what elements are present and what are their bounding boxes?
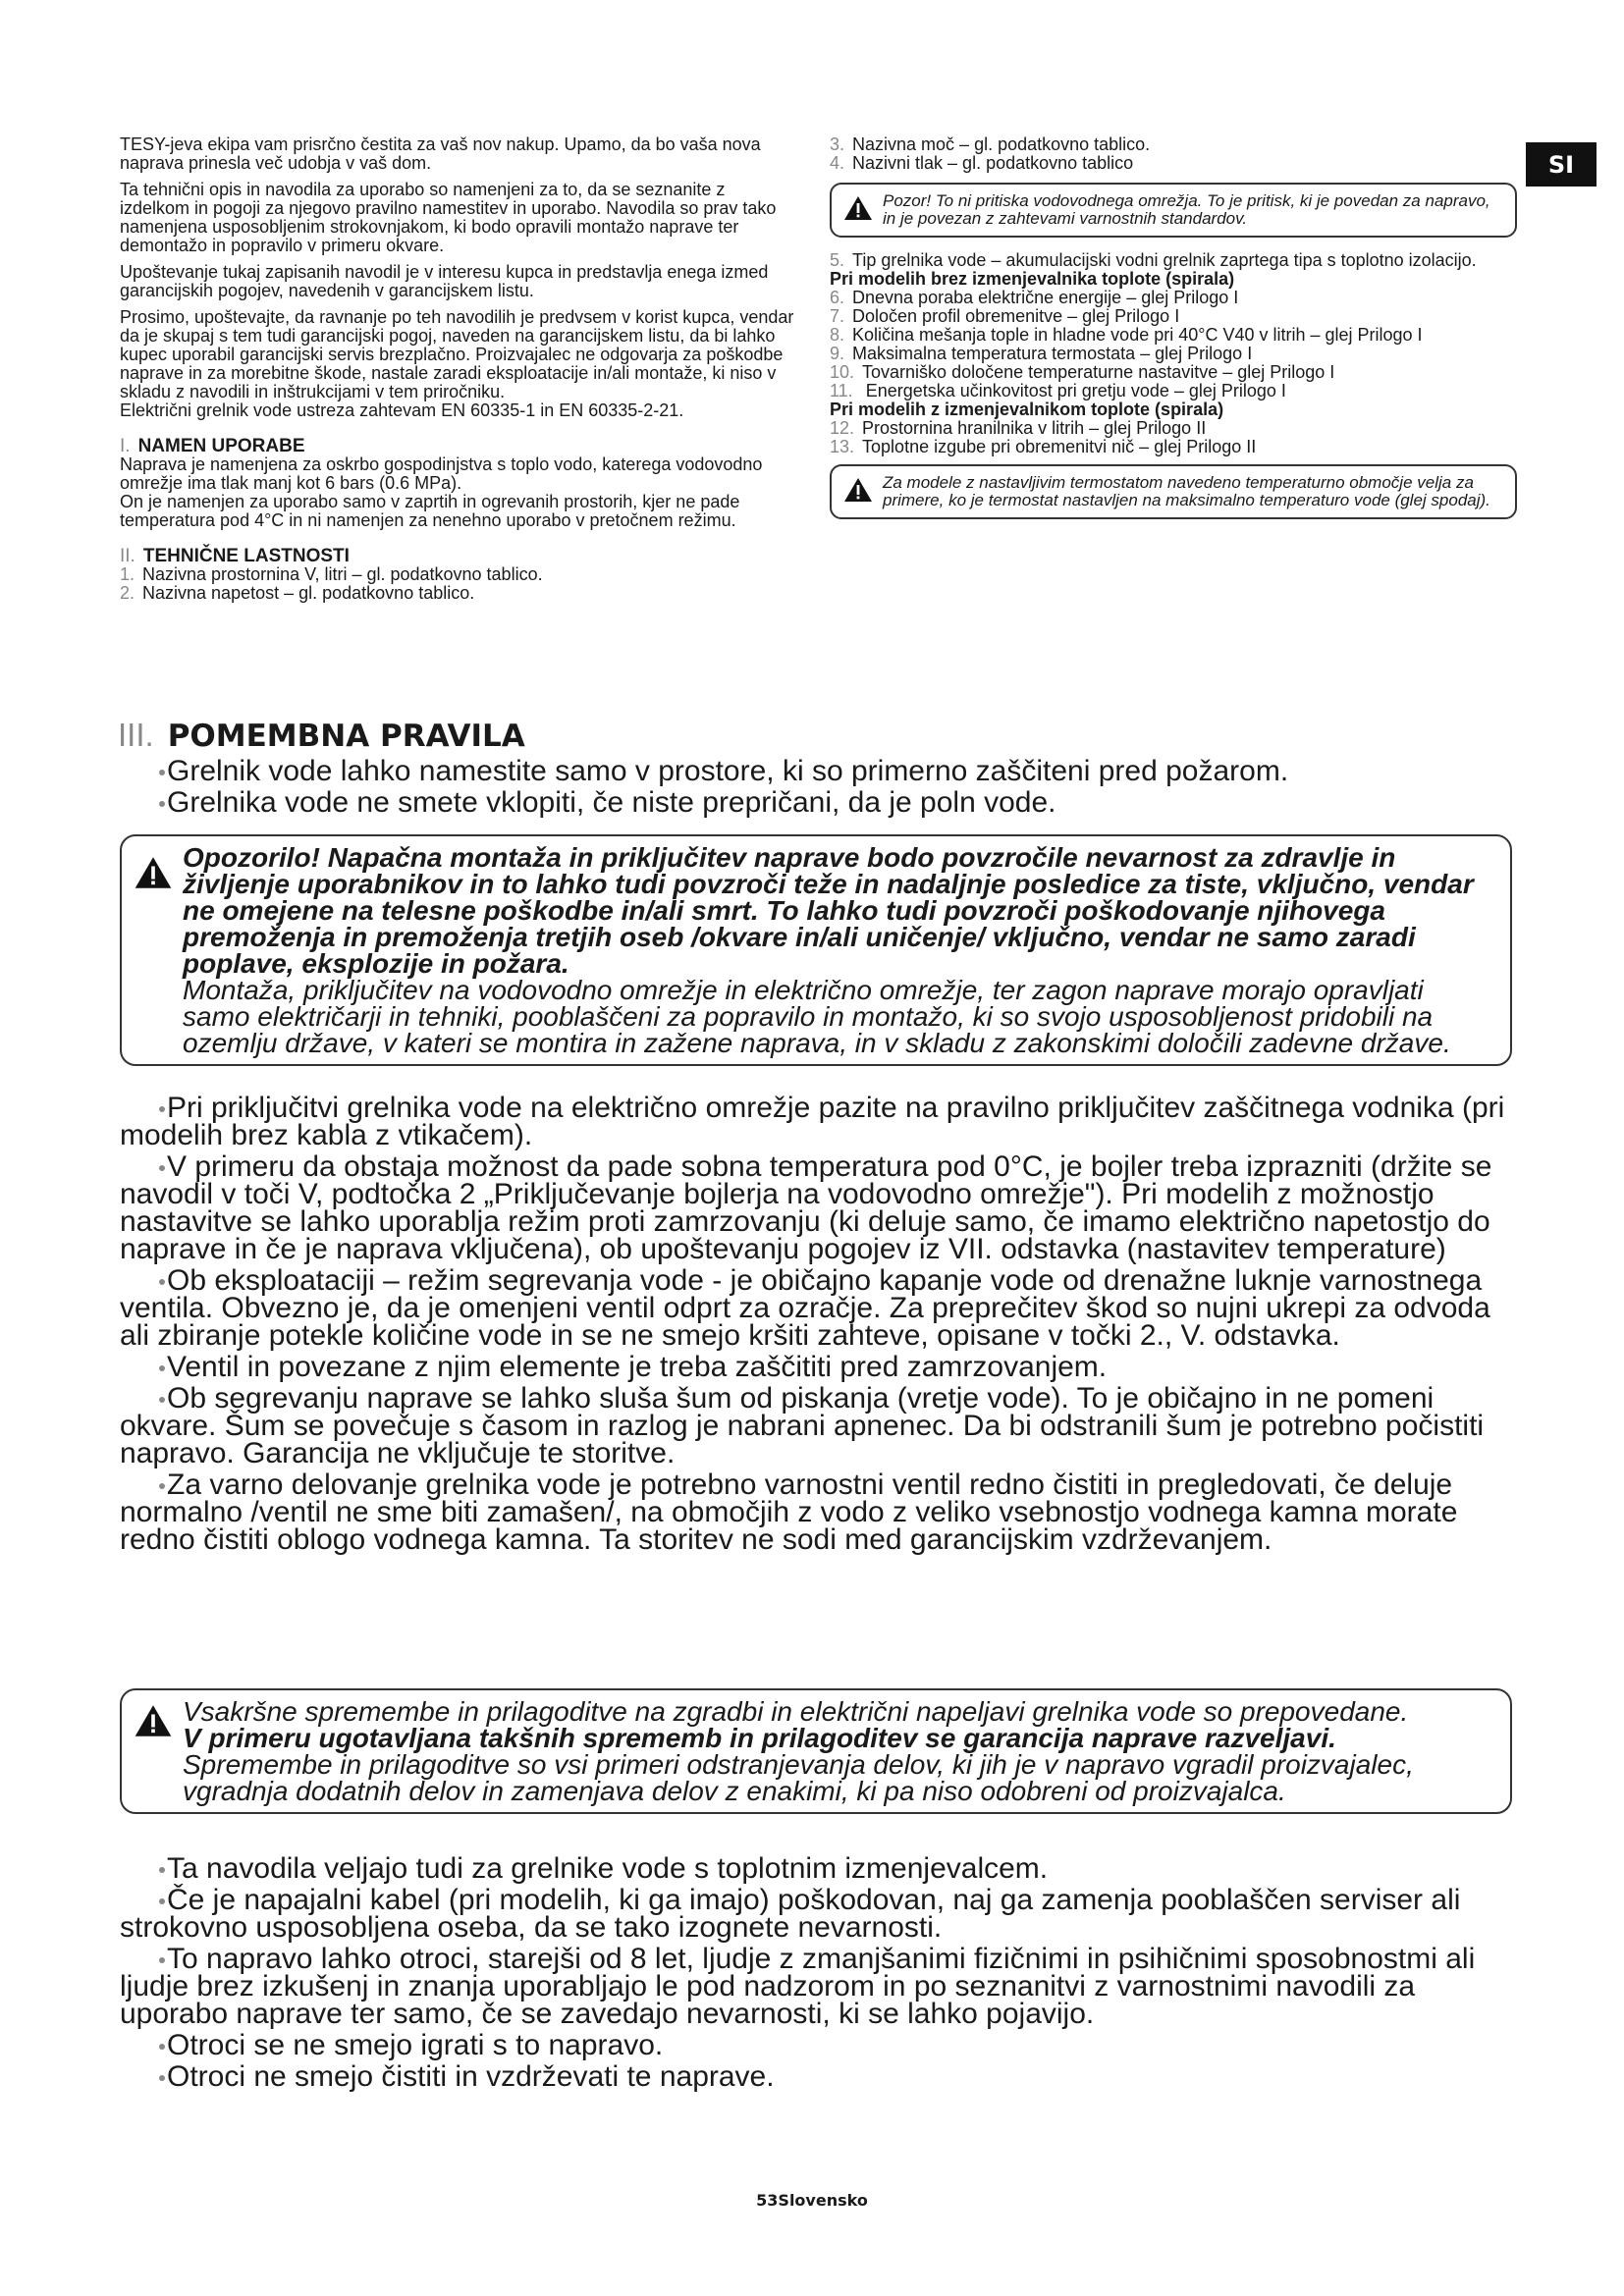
- intro-paragraph: Električni grelnik vode ustreza zahtevam EN 60335-1 in EN 60335-2-21.: [120, 400, 684, 420]
- page-footer: 53Slovensko: [756, 2191, 868, 2210]
- rule-item: Ob eksploataciji – režim segrevanja vode - je običajno kapanje vode od drenažne luknje varnostnega ventila. Obvezno je, da je omenjeni ventil odprt za ozračje. Za preprečitev škod so nujni ukrepi za odvoda ali zbiranje potekle količine vode in se ne smejo kršiti zahteve, opisane v točki 2., V. odstavka.: [120, 1264, 1490, 1352]
- list-item: 10. Tovarniško določene temperaturne nastavitve – glej Prilogo I: [830, 362, 1335, 382]
- rule-item: Ob segrevanju naprave se lahko sluša šum od piskanja (vretje vode). To je običajno in ne pomeni okvare. Šum se povečuje s časom in razlog je nabrani apnenec. Da bi odstranili šum je potrebno počistiti napravo. Garancija ne vključuje te storitve.: [120, 1382, 1485, 1469]
- rules-block-c: [120, 1852, 1514, 2095]
- subheading: Pri modelih brez izmenjevalnika toplote (spirala): [830, 269, 1235, 289]
- list-item: 7. Določen profil obremenitve – glej Prilogo I: [830, 306, 1180, 326]
- section-text: On je namenjen za uporabo samo v zaprtih in ogrevanih prostorih, kjer ne pade temperatura pod 4°C in ni namenjen za nenehno uporabo v pretočnem režimu.: [120, 492, 740, 530]
- rule-item: Za varno delovanje grelnika vode je potrebno varnostni ventil redno čistiti in pregledovati, če deluje normalno /ventil ne sme biti zamašen/, na območjih z vodo z veliko vsebnostjo vodnega kamna morate redno čistiti oblogo vodnega kamna. Ta storitev ne sodi med garancijskim vzdrževanjem.: [120, 1468, 1458, 1556]
- warning-box: Za modele z nastavljivim termostatom navedeno temperaturno območje velja za primere, ko je termostat nastavljen na maksimalno temperaturo vode (glej spodaj).: [830, 464, 1517, 519]
- rule-item: Ta navodila veljajo tudi za grelnike vode s toplotnim izmenjevalcem.: [120, 1855, 1514, 1883]
- warning-box: [120, 1688, 1512, 1814]
- warning-icon: [134, 856, 173, 889]
- list-item: 5. Tip grelnika vode – akumulacijski vodni grelnik zaprtega tipa s toplotno izolacijo.: [830, 250, 1477, 270]
- warning-icon: [843, 195, 873, 221]
- list-item: 11. Energetska učinkovitost pri gretju vode – glej Prilogo I: [830, 381, 1286, 400]
- section-heading: I. NAMEN UPORABE: [120, 436, 305, 456]
- warning-text: Montaža, priključitev na vodovodno omrežje in električno omrežje, ter zagon naprave morajo opravljati samo električarji in tehniki, pooblaščeni za popravilo in montažo, ki so svojo usposobljenost pridobili na ozemlju države, v kateri se montira in zažene naprava, in v skladu z zakonskimi določili zadevne države.: [183, 975, 1451, 1058]
- warning-bold-text: V primeru ugotavljana takšnih sprememb in prilagoditev se garancija naprave razveljavi.: [183, 1723, 1336, 1753]
- rule-item: V primeru da obstaja možnost da pade sobna temperatura pod 0°C, je bojler treba izprazniti (držite se navodil v toči V, podtočka 2 „Priključevanje bojlerja na vodovodno omrežje"). Pri modelih z možnostjo nastavitve se lahko uporablja režim proti zamrzovanju (ki deluje samo, če imamo električno napetostjo do naprave in če je naprava vključena), ob upoštevanju pogojev iz VII. odstavka (nastavitev temperature): [120, 1150, 1492, 1265]
- intro-paragraph: TESY-jeva ekipa vam prisrčno čestita za vaš nov nakup. Upamo, da bo vaša nova naprava prinesla več udobja v vaš dom.: [120, 134, 761, 173]
- rule-item: To napravo lahko otroci, starejši od 8 let, ljudje z zmanjšanimi fizičnimi in psihičnimi sposobnostmi ali ljudje brez izkušenj in znanja uporabljajo le pod nadzorom in po seznanitvi z varnostnimi navodili za uporabo naprave ter samo, če se zavedajo nevarnosti, ki se lahko pojavijo.: [120, 1943, 1476, 2030]
- intro-paragraph: Ta tehnični opis in navodila za uporabo so namenjeni za to, da se seznanite z izdelkom in pogoji za njegovo pravilno namestitev in uporabo. Navodila so prav tako namenjena usposobljenim strokovnjakom, ki bodo opravili montažo naprave ter demontažo in popravilo v primeru okvare.: [120, 180, 777, 255]
- section-heading: II. TEHNIČNE LASTNOSTI: [120, 546, 350, 566]
- rule-item: Pri priključitvi grelnika vode na električno omrežje pazite na pravilno priključitev zaščitnega vodnika (pri modelih brez kabla z vtikačem).: [120, 1092, 1505, 1151]
- warning-text: Vsakršne spremembe in prilagoditve na zgradbi in električni napeljavi grelnika vode so prepovedane.: [183, 1696, 1409, 1727]
- list-item: 2. Nazivna napetost – gl. podatkovno tablico.: [120, 583, 475, 603]
- subheading: Pri modelih z izmenjevalnikom toplote (spirala): [830, 400, 1224, 419]
- language-tab: SI: [1526, 142, 1597, 187]
- intro-paragraph: Upoštevanje tukaj zapisanih navodil je v interesu kupca in predstavlja enega izmed garancijskih pogojev, navedenih v garancijskem listu.: [120, 262, 769, 300]
- list-item: 4. Nazivni tlak – gl. podatkovno tablico: [830, 153, 1134, 173]
- rule-item: Če je napajalni kabel (pri modelih, ki ga imajo) poškodovan, naj ga zamenja pooblaščen serviser ali strokovno usposobljena oseba, da se tako izognete nevarnosti.: [120, 1884, 1461, 1944]
- warning-box: [120, 834, 1512, 1066]
- list-item: 6. Dnevna poraba električne energije – glej Prilogo I: [830, 288, 1239, 307]
- warning-icon: [134, 1704, 173, 1737]
- warning-text: Spremembe in prilagoditve so vsi primeri odstranjevanja delov, ki jih je v napravo vgradil proizvajalec, vgradnja dodatnih delov in zamenjava delov z enakimi, ki pa niso odobreni od proizvajalca.: [183, 1749, 1414, 1806]
- list-item: 9. Maksimalna temperatura termostata – glej Prilogo I: [830, 344, 1253, 363]
- rule-item: Ventil in povezane z njim elemente je treba zaščititi pred zamrzovanjem.: [120, 1354, 1514, 1381]
- section-text: Naprava je namenjena za oskrbo gospodinjstva s toplo vodo, katerega vodovodno omrežje ima tlak manj kot 6 bars (0.6 MPa).: [120, 454, 763, 493]
- list-item: 3. Nazivna moč – gl. podatkovno tablico.: [830, 134, 1151, 154]
- intro-paragraph: Prosimo, upoštevajte, da ravnanje po teh navodilih je predvsem v korist kupca, vendar da je skupaj s tem tudi garancijski pogoj, naveden na garancijskem listu, da bi lahko kupec uporabil garancijski servis brezplačno. Proizvajalec ne odgovarja za poškodbe naprave in za morebitne škode, nastale zaradi eksploatacije in/ali montaže, ki niso v skladu z navodili in inštrukcijami v tem priročniku.: [120, 307, 794, 401]
- list-item: 13. Toplotne izgube pri obremenitvi nič – glej Prilogo II: [830, 437, 1257, 456]
- rules-block-a: [120, 755, 1514, 821]
- rule-item: Otroci se ne smejo igrati s to napravo.: [120, 2032, 1514, 2059]
- list-item: 1. Nazivna prostornina V, litri – gl. podatkovno tablico.: [120, 564, 543, 584]
- left-column: [120, 135, 797, 603]
- list-item: 12. Prostornina hranilnika v litrih – glej Prilogo II: [830, 418, 1207, 438]
- right-column: [830, 135, 1517, 519]
- rule-item: Grelnik vode lahko namestite samo v prostore, ki so primerno zaščiteni pred požarom.: [120, 758, 1514, 785]
- warning-icon: [843, 477, 873, 503]
- warning-bold-text: Opozorilo! Napačna montaža in priključitev naprave bodo povzročile nevarnost za zdravlje in življenje uporabnikov in to lahko tudi povzroči teže in nadaljnje posledice za tiste, vključno, vendar ne omejene na telesne poškodbe in/ali smrt. To lahko tudi povzroči poškodovanje njihovega premoženja in premoženja tretjih oseb /okvare in/ali uničenje/ vključno, vendar ne samo zaradi poplave, eksplozije in požara.: [183, 842, 1474, 979]
- section-heading: III. POMEMBNA PRAVILA: [118, 717, 525, 754]
- warning-box: Pozor! To ni pritiska vodovodnega omrežja. To je pritisk, ki je povedan za napravo, in je povezan z zahtevami varnostnih standardov.: [830, 183, 1517, 238]
- rules-block-b: [120, 1092, 1514, 1558]
- rule-item: Otroci ne smejo čistiti in vzdrževati te naprave.: [120, 2063, 1514, 2091]
- list-item: 8. Količina mešanja tople in hladne vode pri 40°C V40 v litrih – glej Prilogo I: [830, 325, 1423, 345]
- rule-item: Grelnika vode ne smete vklopiti, če niste prepričani, da je poln vode.: [120, 789, 1514, 817]
